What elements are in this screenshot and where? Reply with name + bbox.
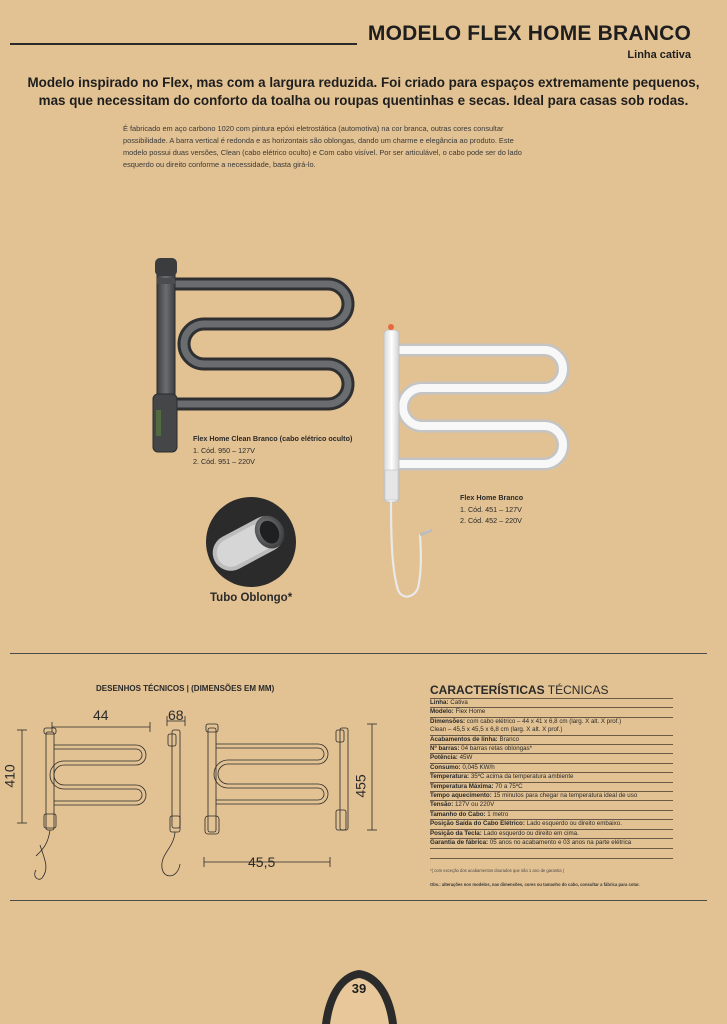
obs-text: consultar a fábrica para cotar. [580, 882, 640, 887]
spec-label: Dimensões: [430, 717, 466, 725]
specs-list [430, 698, 673, 859]
flex-home-clean-product-image [153, 258, 348, 452]
specs-title [430, 683, 608, 697]
spec-row [430, 839, 673, 848]
spec-label: Posição Saída do Cabo Elétrico: [430, 820, 525, 828]
intro-body-line: modelo possui duas versões, Clean (cabo elétrico oculto) e Com cabo visível. Por ser articulável, o cabo pode ser do lado [123, 148, 522, 157]
spec-value: Flex Home [453, 708, 486, 716]
drawings-title: DESENHOS TÉCNICOS | (DIMENSÕES EM MM) [96, 684, 275, 693]
branco-code-127v: 1. Cód. 451 – 127V [460, 504, 522, 514]
spec-row [430, 698, 673, 708]
branco-code-220v: 2. Cód. 452 – 220V [460, 516, 522, 525]
spec-spacer-rule [430, 858, 673, 859]
spec-value: Clean – 45,5 x 45,5 x 6,8 cm (larg. X alt. X prof.) [430, 726, 563, 734]
branco-caption [460, 492, 523, 527]
tubo-oblongo-label: Tubo Oblongo* [210, 592, 293, 604]
tubo-oblongo-image [206, 497, 296, 587]
specs-footnote: *( com exceção dos acabamentos dourados que são 1 ano de garantia ) [430, 868, 565, 873]
spec-label: Tamanho do Cabo: [430, 810, 486, 818]
dim-label-44: 44 [93, 707, 109, 723]
spec-label: Tensão: [430, 801, 454, 809]
page-subtitle: Linha cativa [627, 49, 691, 61]
spec-row [430, 754, 673, 763]
intro-lead-line: Modelo inspirado no Flex, mas com a largura reduzida. Foi criado para espaços extremamente pequenos, [27, 75, 700, 90]
spec-value: 05 anos no acabamento e 03 anos na parte elétrica [488, 839, 632, 847]
side-view-drawing [162, 716, 185, 876]
spec-value: 04 barras retas oblongas* [459, 745, 533, 753]
section-divider [10, 653, 707, 654]
spec-row [430, 792, 673, 801]
spec-value: Cativa [448, 699, 468, 706]
spec-label: Linha: [430, 699, 449, 706]
spec-row [430, 811, 673, 820]
spec-label: Tempo aquecimento: [430, 792, 492, 800]
spec-row [430, 773, 673, 782]
spec-value: 45W [457, 754, 473, 762]
page-title: MODELO FLEX HOME BRANCO [367, 22, 691, 45]
spec-label: Temperatura Máxima: [430, 782, 494, 790]
footer-rule [10, 900, 707, 901]
specs-title-light: TÉCNICAS [544, 683, 609, 697]
clean-caption [193, 433, 352, 468]
clean-front-view-drawing [204, 724, 330, 867]
dim-label-45-5: 45,5 [248, 854, 276, 870]
specs-obs [430, 882, 640, 887]
spec-label: Garantia de fábrica: [430, 839, 489, 847]
spec-label: Consumo: [430, 763, 461, 771]
spec-row [430, 783, 673, 792]
spec-value: Lado esquerdo ou direito em cima. [481, 829, 579, 837]
specs-title-bold: CARACTERÍSTICAS [430, 683, 545, 697]
spec-label: Posição da Tecla: [430, 829, 482, 837]
spec-value: 70 a 75ºC [493, 782, 523, 790]
intro-body-line: possibilidade. A barra vertical é redonda e as horizontais são oblongas, dando um charme e elegância ao produto. Este [123, 136, 514, 145]
obs-label: Obs.: alterações nos modelos, nas dimensões, cores ou tamanho do cabo, [430, 882, 581, 887]
spec-row [430, 718, 673, 726]
clean-code-220v: 2. Cód. 951 – 220V [193, 457, 255, 466]
spec-row [430, 736, 673, 745]
spec-row [430, 830, 673, 839]
flex-home-branco-product-image [384, 324, 563, 597]
spec-row [430, 745, 673, 754]
intro-lead-line: mas que necessitam do conforto da toalha ou roupas quentinhas e secas. Ideal para casas sob rodas. [38, 93, 689, 108]
spec-value: 35ºC acima da temperatura ambiente [469, 773, 574, 781]
branco-caption-title: Flex Home Branco [460, 493, 524, 502]
spec-row [430, 820, 673, 829]
spec-row [430, 708, 673, 717]
intro-body-line: É fabricado em aço carbono 1020 com pintura epóxi eletrostática (automotiva) na cor branca, outras cores consultar [123, 124, 504, 133]
clean-code-127v: 1. Cód. 950 – 127V [193, 445, 255, 455]
spec-value: 127V ou 220V [453, 801, 495, 809]
intro-body-line: esquerdo ou direito conforme a necessidade, basta girá-lo. [123, 160, 316, 169]
spec-label: Modelo: [430, 708, 454, 716]
dim-label-455: 455 [352, 774, 369, 798]
spec-label: Nº barras: [430, 745, 460, 753]
spec-row [430, 764, 673, 773]
spec-value: Lado esquerdo ou direito embaixo. [524, 820, 622, 828]
spec-row [430, 726, 673, 735]
spec-label: Potência: [430, 754, 458, 762]
spec-value: 0,045 KW/h [460, 763, 495, 771]
spec-value: com cabo elétrico – 44 x 41 x 6,8 cm (larg. X alt. X prof.) [465, 717, 622, 725]
technical-drawings [17, 716, 377, 879]
spec-label: Acabamentos de linha: [430, 735, 498, 743]
spec-value: Branco [497, 735, 520, 743]
clean-caption-title: Flex Home Clean Branco (cabo elétrico oculto) [193, 434, 353, 443]
dim-label-410: 410 [1, 764, 18, 788]
spec-row [430, 801, 673, 810]
spec-value: 15 minutos para chegar na temperatura ideal de uso [491, 792, 638, 800]
dim-label-68: 68 [168, 707, 184, 723]
spec-value: 1 metro [485, 810, 509, 818]
front-view-drawing [17, 722, 150, 879]
spec-label: Temperatura: [430, 773, 470, 781]
page-number: 39 [351, 981, 367, 996]
